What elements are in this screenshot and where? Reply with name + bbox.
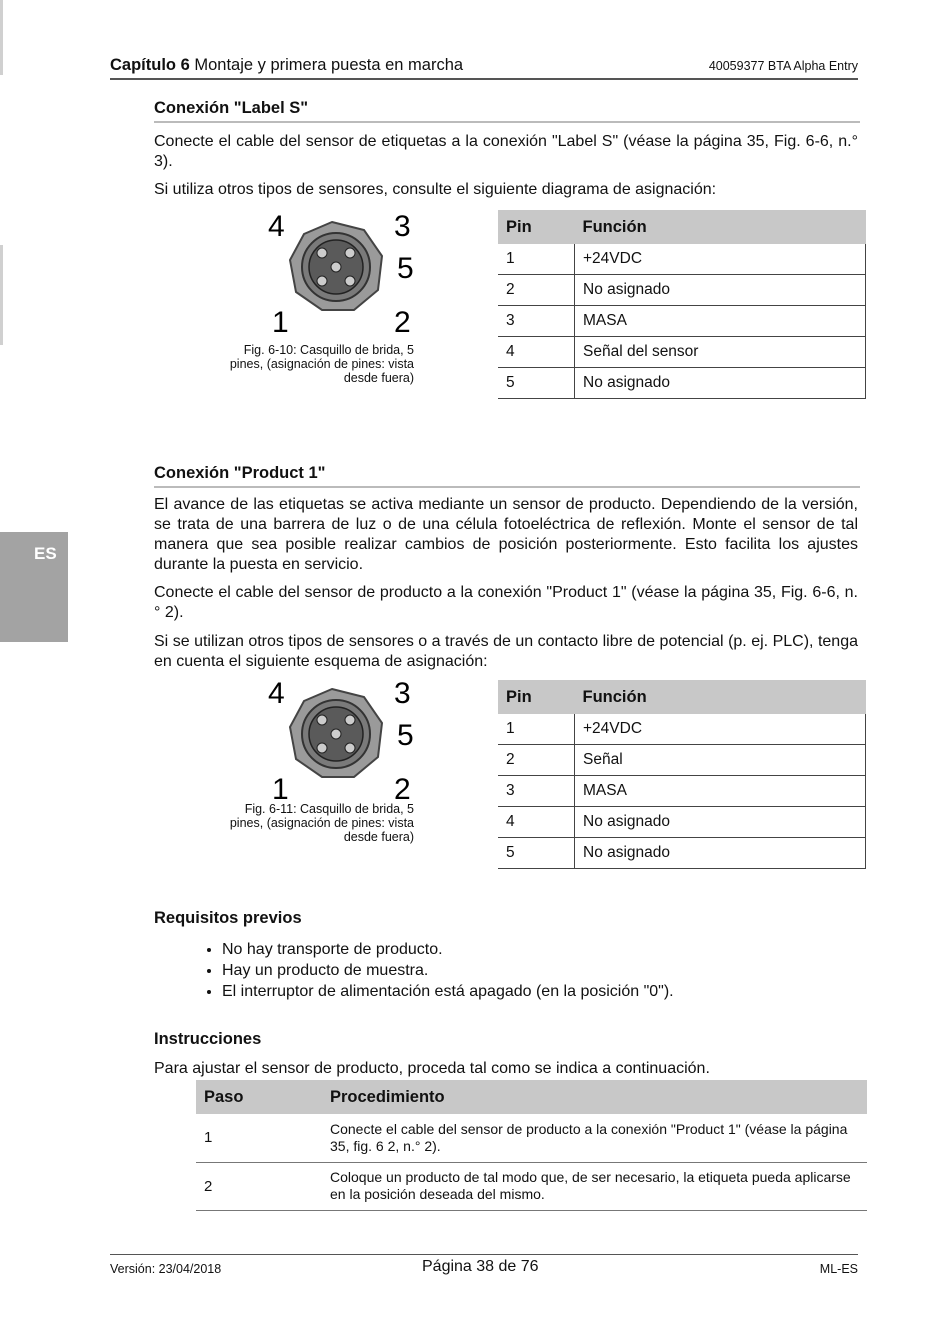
pin-label: 4 [268, 677, 285, 710]
table-header-row [498, 680, 866, 714]
section-title-label-s: Conexión "Label S" [154, 99, 860, 123]
pin-label: 3 [394, 210, 411, 243]
table-header-row [498, 210, 866, 244]
function-cell: MASA [575, 306, 866, 337]
chapter-number: Capítulo 6 [110, 56, 190, 74]
function-cell: Señal del sensor [575, 337, 866, 368]
pin-table-product-1 [498, 680, 866, 869]
column-header: Pin [498, 680, 575, 714]
pin-label: 2 [394, 306, 411, 339]
pin-cell: 4 [498, 337, 575, 368]
paragraph: Para ajustar el sensor de producto, proceda tal como se indica a continuación. [154, 1060, 710, 1077]
list-item: • No hay transporte de producto. [222, 939, 674, 960]
table-row [498, 807, 866, 838]
connector-diagram [264, 677, 414, 807]
pin-label: 1 [272, 773, 289, 806]
table-row [498, 838, 866, 869]
pin-cell: 1 [498, 244, 575, 275]
function-cell: +24VDC [575, 714, 866, 745]
pin-cell: 5 [498, 838, 575, 869]
table-header-row [196, 1080, 867, 1114]
pin-cell: 4 [498, 807, 575, 838]
pin-cell: 5 [498, 368, 575, 399]
pin-cell: 1 [498, 714, 575, 745]
column-header: Pin [498, 210, 575, 244]
step-number: 1 [196, 1114, 322, 1162]
list-item: • Hay un producto de muestra. [222, 960, 674, 981]
table-row [498, 714, 866, 745]
column-header: Función [575, 680, 866, 714]
column-header: Paso [196, 1080, 322, 1114]
table-row [196, 1114, 867, 1162]
step-description: Conecte el cable del sensor de producto a la conexión "Product 1" (véase la página 35, fig. 6 2, n.° 2). [322, 1114, 867, 1162]
pin-label: 5 [397, 719, 414, 752]
paragraph: Conecte el cable del sensor de producto a la conexión "Product 1" (véase la página 35, Fig. 6-6, n.° 2). [154, 584, 858, 621]
paragraph: Si se utilizan otros tipos de sensores o a través de un contacto libre de potencial (p. ej. PLC), tenga en cuenta el siguiente esquema de asignación: [154, 633, 858, 670]
document-id: 40059377 BTA Alpha Entry [708, 59, 858, 73]
page-footer [110, 1254, 858, 1276]
pin-label: 3 [394, 677, 411, 710]
page-edge-mark [0, 245, 3, 345]
chapter-name: Montaje y primera puesta en marcha [189, 56, 464, 74]
document-code: ML-ES [819, 1262, 858, 1276]
function-cell: No asignado [575, 838, 866, 869]
section-title-prerequisites: Requisitos previos [154, 909, 302, 927]
table-row [498, 337, 866, 368]
pin-label: 4 [268, 210, 285, 243]
pin-cell: 3 [498, 306, 575, 337]
pin-cell: 2 [498, 275, 575, 306]
pin-label: 1 [272, 306, 289, 339]
page-header [110, 56, 858, 80]
pin-table-label-s [498, 210, 866, 399]
table-row [498, 306, 866, 337]
function-cell: MASA [575, 776, 866, 807]
table-row [196, 1162, 867, 1210]
version-date: Versión: 23/04/2018 [110, 1262, 222, 1276]
function-cell: +24VDC [575, 244, 866, 275]
function-cell: No asignado [575, 368, 866, 399]
pin-label: 5 [397, 252, 414, 285]
pin-cell: 2 [498, 745, 575, 776]
pin-label: 2 [394, 773, 411, 806]
page-number: Página 38 de 76 [422, 1258, 539, 1275]
steps-table [196, 1080, 867, 1211]
figure-caption: Fig. 6-11: Casquillo de brida, 5 pines, (asignación de pines: vista desde fuera) [229, 802, 414, 844]
figure-caption: Fig. 6-10: Casquillo de brida, 5 pines, (asignación de pines: vista desde fuera) [229, 343, 414, 385]
column-header: Función [575, 210, 866, 244]
section-title-instructions: Instrucciones [154, 1030, 262, 1048]
paragraph: Conecte el cable del sensor de etiquetas a la conexión "Label S" (véase la página 35, Fig. 6-6, n.° 3). [154, 133, 858, 170]
table-row [498, 275, 866, 306]
paragraph: El avance de las etiquetas se activa mediante un sensor de producto. Dependiendo de la versión, se trata de una barrera de luz o de una célula fotoeléctrica de reflexión. Monte el sensor de tal manera que sea posible realizar cambios de posición posteriormente. Esto facilita los ajustes durante la puesta en servicio. [154, 496, 858, 573]
function-cell: No asignado [575, 275, 866, 306]
connector-diagram [264, 210, 414, 340]
section-title-product-1: Conexión "Product 1" [154, 464, 860, 488]
page-edge-mark [0, 0, 3, 75]
function-cell: Señal [575, 745, 866, 776]
list-item: • El interruptor de alimentación está apagado (en la posición "0"). [222, 981, 674, 1002]
table-row [498, 244, 866, 275]
language-tab-label: ES [34, 544, 57, 563]
step-description: Coloque un producto de tal modo que, de ser necesario, la etiqueta pueda aplicarse en la posición deseada del mismo. [322, 1162, 867, 1210]
paragraph: Si utiliza otros tipos de sensores, consulte el siguiente diagrama de asignación: [154, 181, 717, 198]
table-row [498, 745, 866, 776]
table-row [498, 776, 866, 807]
function-cell: No asignado [575, 807, 866, 838]
table-row [498, 368, 866, 399]
prerequisites-list [194, 939, 674, 1002]
column-header: Procedimiento [322, 1080, 867, 1114]
language-tab [0, 532, 68, 642]
step-number: 2 [196, 1162, 322, 1210]
pin-cell: 3 [498, 776, 575, 807]
chapter-title [110, 56, 463, 75]
